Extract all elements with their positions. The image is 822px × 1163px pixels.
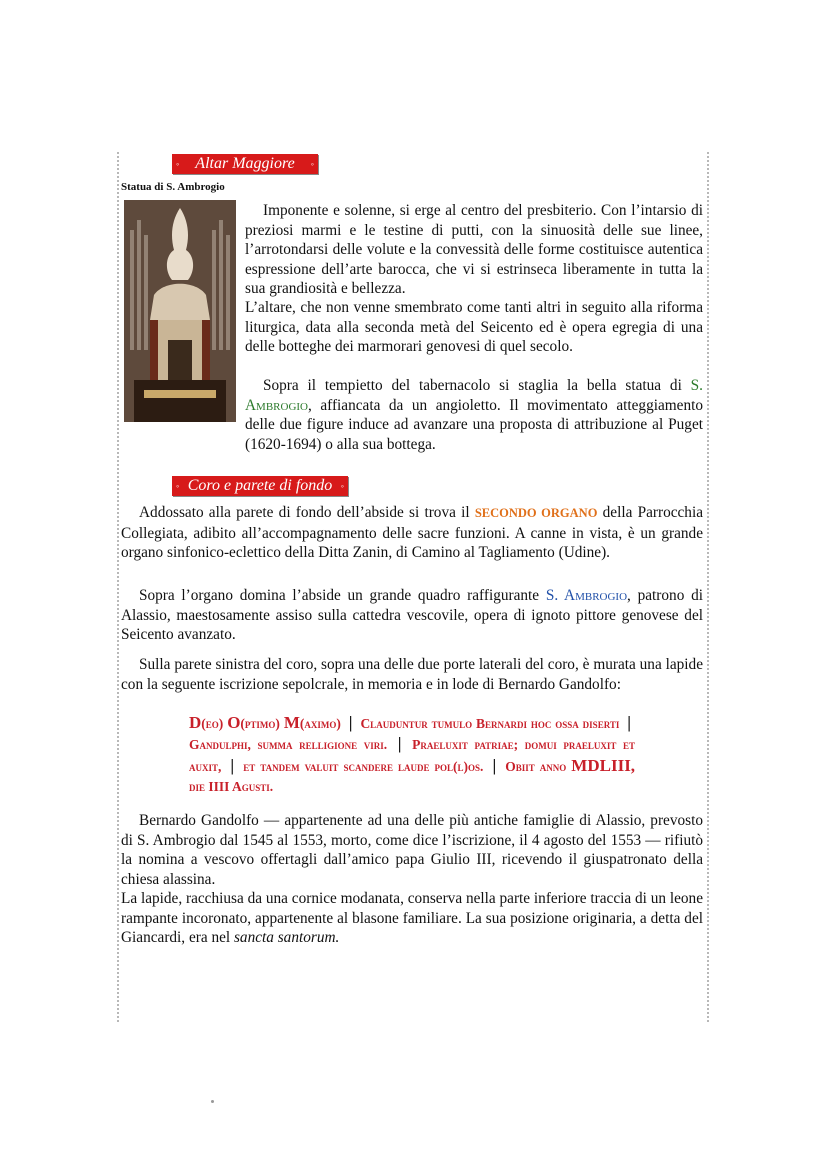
- coro-paragraph-2: [121, 586, 703, 645]
- inscr-date: die IIII Agusti.: [189, 778, 274, 794]
- inscr-line-4-l: (l): [453, 758, 469, 774]
- coro-paragraph-4: Bernardo Gandolfo — appartenente ad una delle più antiche famiglie di Alassio, prevosto di S. Ambrogio dal 1545 al 1553, morto, come dice l’iscrizione, il 4 agosto del 1553 — rifiutò la nomina a vescovo offertagli dall’amico papa Giulio III, ricevendo il giuspatronato della chiesa alassina.: [121, 812, 703, 888]
- altar-photo: [124, 200, 236, 422]
- altar-paragraph-1: Imponente e solenne, si erge al centro del presbiterio. Con l’intarsio di preziosi marmi e le testine di putti, con la sinuosità delle sue linee, l’arrotondarsi delle volute e la convessità delle forme costituisce autentica espressione dell’arte barocca, che vi si estrinseca liberamente in tutta la sua grandiosità e bellezza.: [245, 202, 703, 297]
- inscr-o: O: [227, 713, 241, 732]
- inscr-line-1: Clauduntur tumulo Bernardi hoc ossa diserti: [360, 716, 620, 731]
- s-ambrogio-highlight: S. Ambrogio: [245, 377, 704, 414]
- heading-text: Coro e parete di fondo: [187, 477, 333, 494]
- inscr-o-rest: (ptimo): [240, 716, 280, 731]
- heading-bullet-icon: ◦: [176, 481, 180, 491]
- inscr-line-5: Obiit anno: [505, 758, 567, 774]
- inscr-line-4: et tandem valuit scandere laude pol: [243, 758, 454, 774]
- altar-p3-text: Sopra il tempietto del tabernacolo si staglia la bella statua di: [263, 377, 682, 394]
- sancta-santorum-italic: sancta santorum.: [233, 929, 340, 946]
- inscr-d-rest: (eo): [201, 716, 224, 731]
- s-ambrogio-highlight-blue: S. Ambrogio: [545, 587, 628, 604]
- heading-text: Altar Maggiore: [195, 155, 295, 172]
- heading-bullet-icon: ◦: [176, 159, 180, 169]
- inscr-line-4-end: os.: [468, 758, 484, 774]
- tomb-inscription: D(eo) O(ptimo) M(aximo) | Clauduntur tumulo Bernardi hoc ossa diserti | Gandulphi, summa relligione viri. | Praeluxit patriae; domui praeluxit et auxit, | et tandem valuit scandere laude pol(l)os. | Obiit anno MDLIII, die IIII Agusti.: [189, 713, 636, 794]
- coro-p1-text-rest: della Parrocchia Collegiata, adibito all’accompagnamento delle sacre funzioni. A canne in vista, è un grande organo sinfonico-eclettico della Ditta Zanin, di Camino al Tagliamento (Udine).: [121, 504, 703, 561]
- left-dotted-border: [117, 152, 119, 1022]
- coro-p2-text-rest: , patrono di Alassio, maestosamente assiso sulla cattedra vescovile, opera di ignoto pittore genovese del Seicento avanzato.: [121, 587, 703, 643]
- heading-bullet-icon: ◦: [340, 481, 344, 491]
- photo-caption: Statua di S. Ambrogio: [121, 181, 225, 193]
- coro-paragraph-3: Sulla parete sinistra del coro, sopra una delle due porte laterali del coro, è murata una lapide con la seguente iscrizione sepolcrale, in memoria e in lode di Bernardo Gandolfo:: [121, 656, 703, 693]
- right-dotted-border: [707, 152, 709, 1022]
- coro-p2-text: Sopra l’organo domina l’abside un grande quadro raffigurante: [139, 587, 540, 604]
- inscr-year: MDLIII,: [571, 755, 636, 775]
- secondo-organo-highlight: SECONDO ORGANO: [474, 506, 598, 520]
- scan-speck: [211, 1100, 214, 1103]
- coro-p1-text: Addossato alla parete di fondo dell’abside si trova il: [139, 504, 470, 521]
- inscr-m-rest: (aximo): [299, 716, 341, 731]
- inscr-d: D: [189, 713, 202, 732]
- coro-p5-text: La lapide, racchiusa da una cornice modanata, conserva nella parte inferiore traccia di un leone rampante incoronato, appartenente al blasone familiare. La sua posizione originaria, a detta del Giancardi, era nel: [121, 890, 703, 946]
- altar-paragraph-2: L’altare, che non venne smembrato come tanti altri in seguito alla riforma liturgica, data alla seconda metà del Seicento ed è opera egregia di una delle botteghe dei marmorari genovesi di quel secolo.: [245, 299, 703, 355]
- coro-paragraph-1: [121, 503, 703, 563]
- section-heading-altar-maggiore: [172, 154, 318, 174]
- section-heading-coro: [172, 476, 348, 496]
- coro-paragraph-5: [121, 889, 703, 948]
- altar-paragraph-3-top: [245, 376, 703, 454]
- inscr-m: M: [283, 713, 300, 732]
- altar-p3-text-rest: , affiancata da un angioletto. Il movimentato atteggiamento delle due figure induce ad avanzare una proposta di attribuzione al Puget (1620-1694) o alla sua bottega.: [245, 396, 703, 453]
- inscr-line-2: Gandulphi, summa relligione viri.: [189, 737, 388, 753]
- heading-bullet-icon: ◦: [310, 159, 314, 169]
- inscr-line-3: Praeluxit patriae; domui praeluxit et auxit,: [189, 737, 636, 774]
